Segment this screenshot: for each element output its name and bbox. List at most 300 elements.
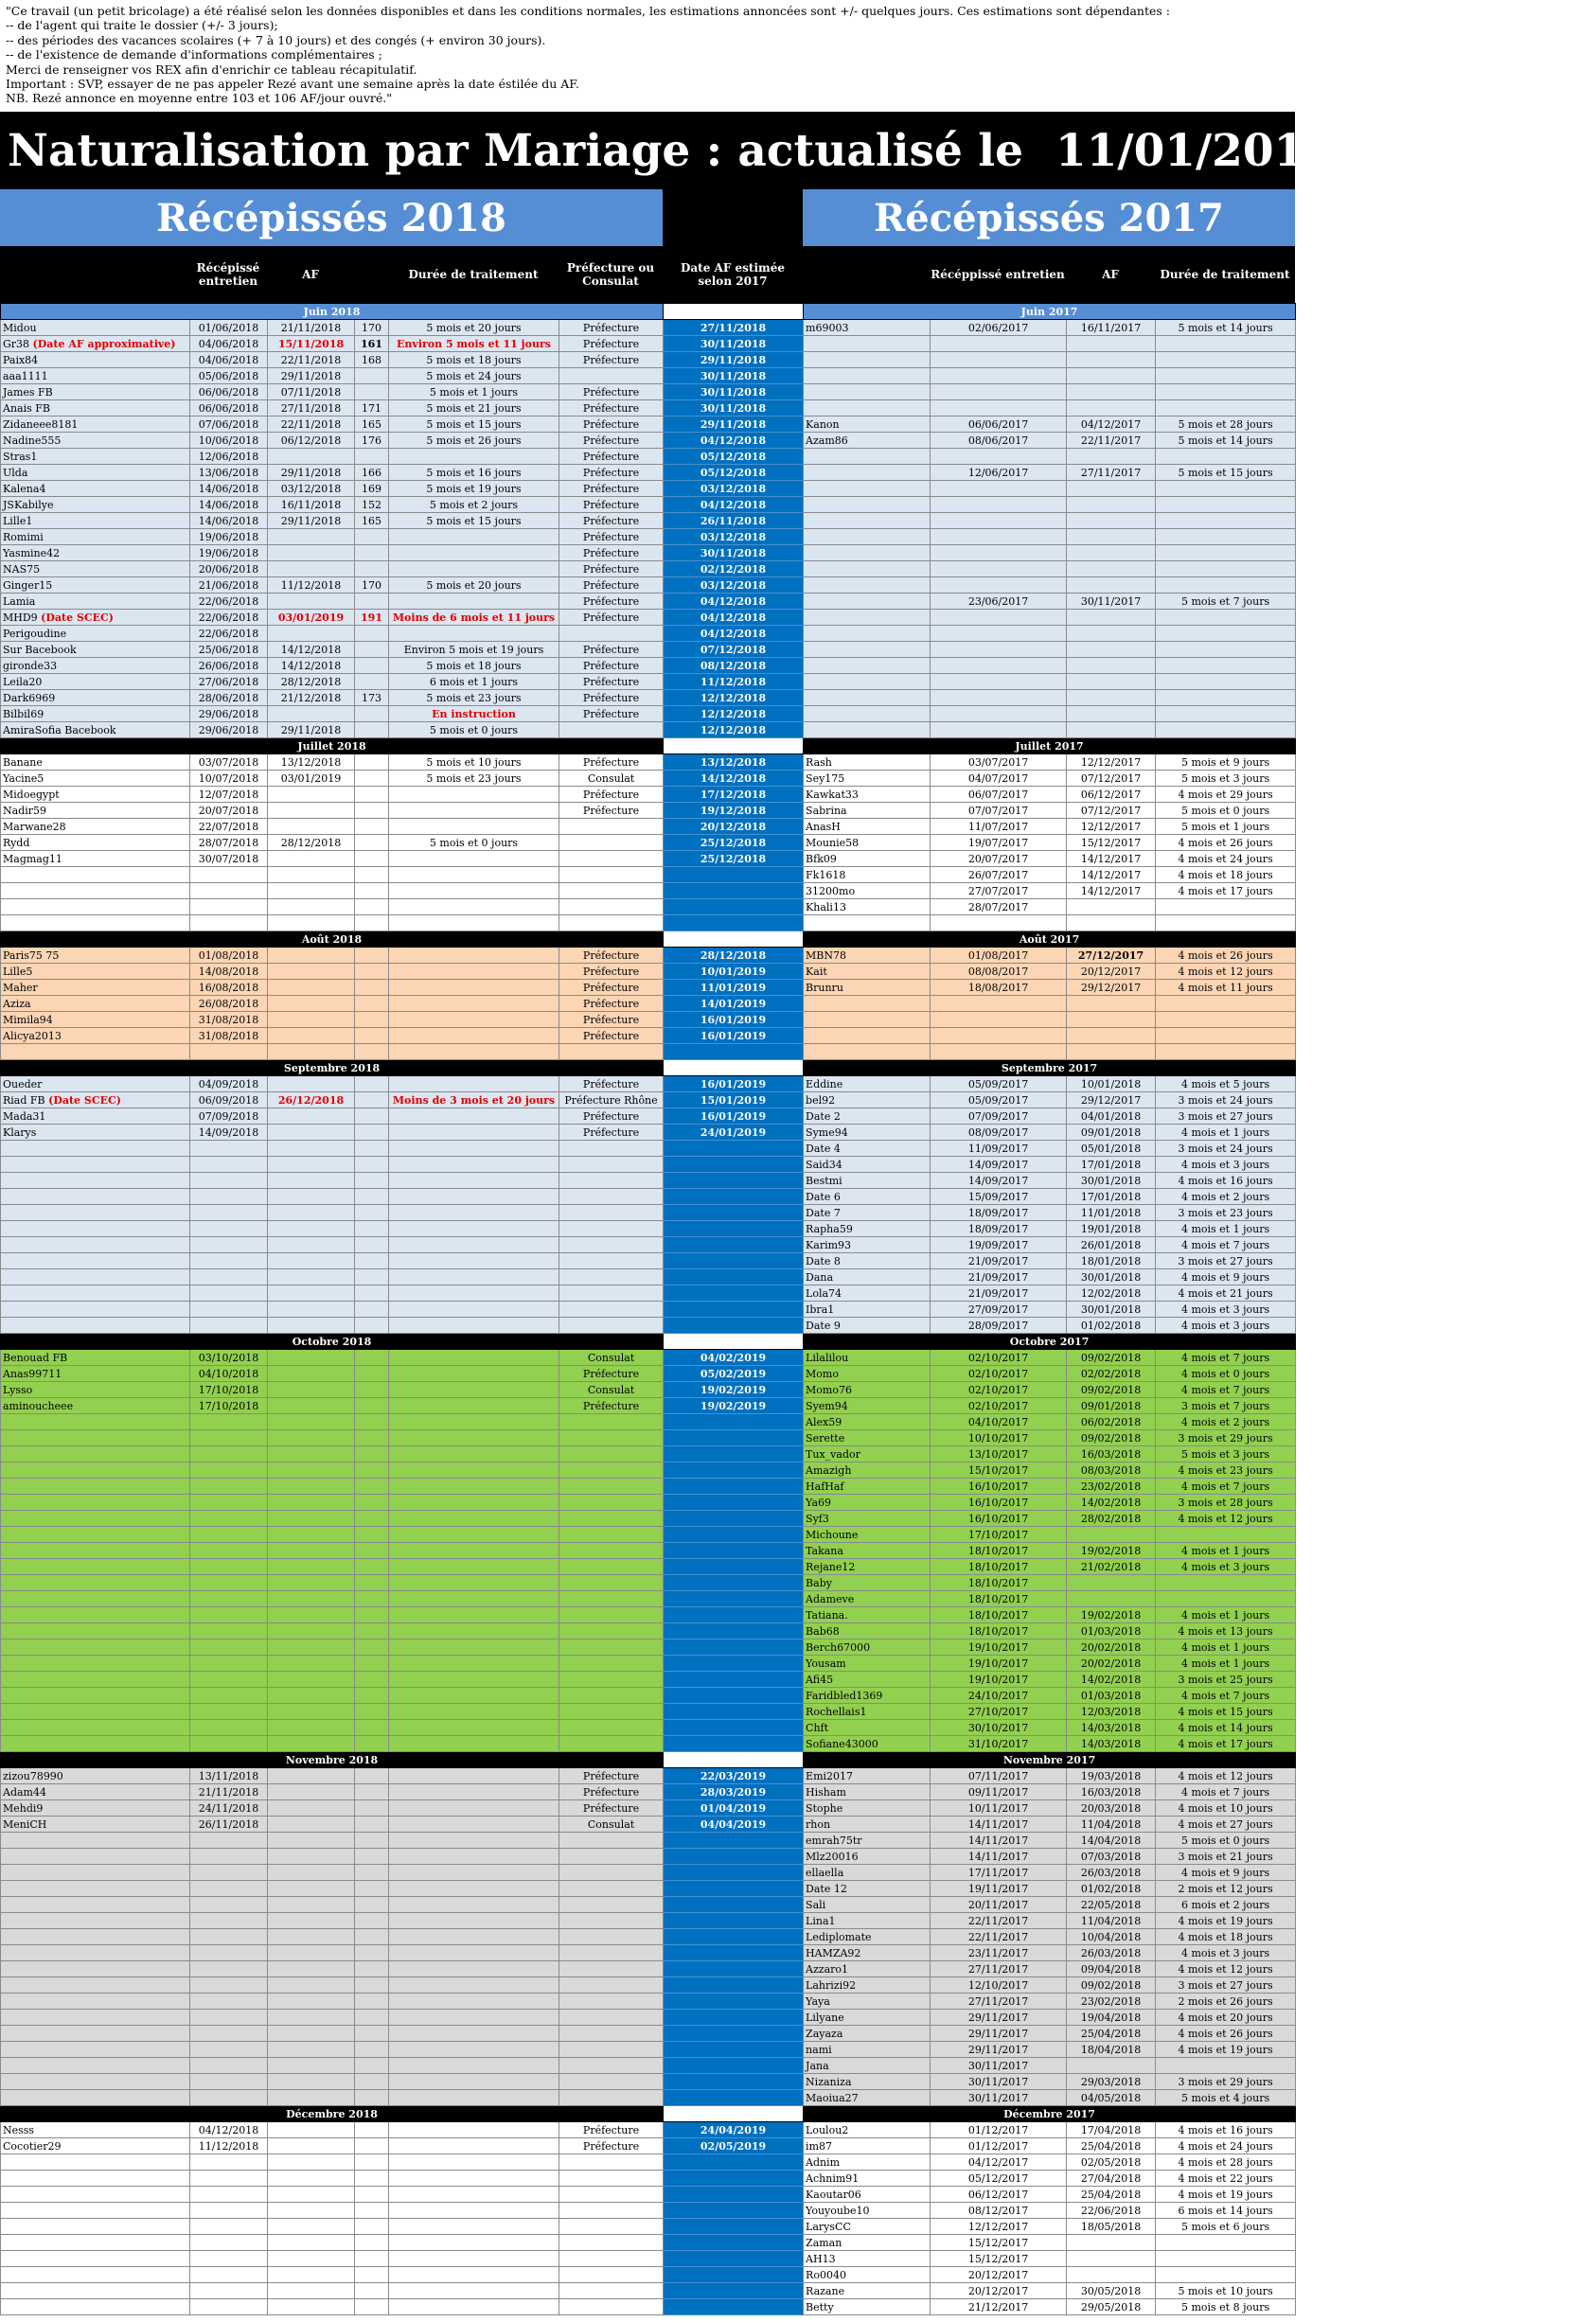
table-cell: [268, 1929, 355, 1945]
table-cell: [268, 2171, 355, 2187]
table-cell: 12/07/2018: [190, 787, 268, 803]
table-row: [1, 2058, 1296, 2074]
table-cell: [268, 1430, 355, 1446]
table-row: [1, 465, 1296, 481]
table-cell: [389, 1704, 559, 1720]
table-cell: [389, 1961, 559, 1977]
table-cell: [190, 2299, 268, 2315]
table-cell: [190, 1157, 268, 1173]
table-cell: [355, 2090, 389, 2106]
table-cell: [268, 1720, 355, 1736]
table-cell: [1156, 610, 1296, 626]
table-cell: 04/12/2017: [931, 2154, 1067, 2171]
table-cell: Lamia: [1, 594, 190, 610]
table-cell: Zidaneee8181: [1, 417, 190, 433]
table-row: [1, 2203, 1296, 2219]
table-cell: [268, 1865, 355, 1881]
table-cell: Bab68: [804, 1623, 931, 1640]
table-cell: [559, 2090, 664, 2106]
table-cell: 5 mois et 20 jours: [389, 577, 559, 594]
table-cell: Benouad FB: [1, 1350, 190, 1366]
table-cell: 14/03/2018: [1067, 1736, 1156, 1752]
table-cell: 14/06/2018: [190, 481, 268, 497]
month-spacer: [664, 1752, 804, 1768]
table-cell: Takana: [804, 1543, 931, 1559]
month-label-2017: Septembre 2017: [804, 1060, 1296, 1076]
table-cell: Préfecture: [559, 1784, 664, 1800]
table-cell: [355, 883, 389, 899]
table-cell: Cocotier29: [1, 2138, 190, 2154]
month-spacer: [664, 738, 804, 754]
table-cell: 14/11/2017: [931, 1849, 1067, 1865]
table-cell: [559, 1591, 664, 1607]
month-label-2018: Décembre 2018: [1, 2106, 664, 2122]
table-cell: [355, 2235, 389, 2251]
table-cell: [268, 1366, 355, 1382]
table-cell: [1156, 545, 1296, 561]
table-row: [1, 513, 1296, 529]
table-cell: [268, 1913, 355, 1929]
table-cell: [1, 2026, 190, 2042]
table-cell: [1156, 529, 1296, 545]
table-cell: 25/04/2018: [1067, 2187, 1156, 2203]
table-row: [1, 1833, 1296, 1849]
table-cell: [268, 1784, 355, 1800]
table-cell: [389, 1318, 559, 1334]
table-cell: 20/03/2018: [1067, 1800, 1156, 1817]
table-row: [1, 2187, 1296, 2203]
table-cell: [664, 1511, 804, 1527]
table-cell: [190, 2074, 268, 2090]
table-row: [1, 1366, 1296, 1382]
table-row: [1, 497, 1296, 513]
table-row: [1, 1511, 1296, 1527]
table-cell: [664, 1543, 804, 1559]
table-cell: [664, 2042, 804, 2058]
table-row: [1, 771, 1296, 787]
table-cell: Préfecture: [559, 1800, 664, 1817]
table-cell: [389, 883, 559, 899]
table-cell: [355, 1656, 389, 1672]
table-row: [1, 2042, 1296, 2058]
table-cell: [190, 2058, 268, 2074]
table-cell: Date 7: [804, 1205, 931, 1221]
table-cell: [190, 1865, 268, 1881]
table-cell: Eddine: [804, 1076, 931, 1092]
table-cell: Préfecture: [559, 690, 664, 706]
table-cell: Préfecture: [559, 754, 664, 771]
table-cell: Préfecture: [559, 417, 664, 433]
table-cell: [389, 2283, 559, 2299]
table-cell: [559, 883, 664, 899]
col-recepisse-2017: Récéppissé entretien: [931, 268, 1065, 281]
table-cell: 19/06/2018: [190, 529, 268, 545]
table-cell: 07/11/2018: [268, 384, 355, 400]
table-cell: [1, 2283, 190, 2299]
table-cell: 4 mois et 28 jours: [1156, 2154, 1296, 2171]
table-cell: 6 mois et 1 jours: [389, 674, 559, 690]
table-cell: [1156, 915, 1296, 931]
table-cell: 30/01/2018: [1067, 1302, 1156, 1318]
table-cell: 10/04/2018: [1067, 1929, 1156, 1945]
table-cell: 12/12/2017: [1067, 819, 1156, 835]
table-cell: 22/06/2018: [190, 594, 268, 610]
table-cell: [190, 2042, 268, 2058]
month-label-2018: Juin 2018: [1, 304, 664, 320]
table-cell: 22/11/2017: [931, 1929, 1067, 1945]
table-cell: Lina1: [804, 1913, 931, 1929]
table-row: [1, 1398, 1296, 1414]
table-cell: [355, 1318, 389, 1334]
table-cell: [355, 819, 389, 835]
table-cell: [664, 1977, 804, 1994]
table-cell: [559, 1543, 664, 1559]
table-cell: [268, 2042, 355, 2058]
table-cell: zizou78990: [1, 1768, 190, 1784]
table-cell: 03/07/2017: [931, 754, 1067, 771]
table-cell: 152: [355, 497, 389, 513]
table-cell: 24/01/2019: [664, 1125, 804, 1141]
table-cell: [268, 2203, 355, 2219]
table-cell: 14/11/2017: [931, 1817, 1067, 1833]
table-cell: [190, 1462, 268, 1479]
table-cell: 08/12/2017: [931, 2203, 1067, 2219]
table-cell: Zayaza: [804, 2026, 931, 2042]
table-cell: 11/12/2018: [190, 2138, 268, 2154]
table-cell: [190, 915, 268, 931]
table-cell: 03/07/2018: [190, 754, 268, 771]
table-cell: [268, 1157, 355, 1173]
table-cell: 4 mois et 19 jours: [1156, 2042, 1296, 2058]
table-cell: [389, 1398, 559, 1414]
table-cell: [268, 1704, 355, 1720]
table-cell: 05/01/2018: [1067, 1141, 1156, 1157]
table-row: [1, 449, 1296, 465]
table-cell: [355, 1559, 389, 1575]
table-row: [1, 1640, 1296, 1656]
table-cell: 5 mois et 14 jours: [1156, 320, 1296, 336]
table-cell: 07/07/2017: [931, 803, 1067, 819]
table-cell: [559, 1640, 664, 1656]
table-cell: Préfecture: [559, 1398, 664, 1414]
table-cell: 4 mois et 12 jours: [1156, 1768, 1296, 1784]
table-cell: [389, 2090, 559, 2106]
table-cell: [1067, 1044, 1156, 1060]
table-row: [1, 1913, 1296, 1929]
table-cell: 4 mois et 9 jours: [1156, 1865, 1296, 1881]
table-cell: [1, 2219, 190, 2235]
table-cell: Préfecture: [559, 545, 664, 561]
table-cell: 03/01/2019: [268, 771, 355, 787]
table-cell: [1067, 1012, 1156, 1028]
table-cell: [559, 1446, 664, 1462]
table-cell: [1156, 899, 1296, 915]
table-cell: 12/10/2017: [931, 1977, 1067, 1994]
table-cell: [664, 1897, 804, 1913]
table-cell: [389, 1462, 559, 1479]
table-cell: [804, 449, 931, 465]
table-cell: [1156, 658, 1296, 674]
table-row: [1, 1495, 1296, 1511]
table-cell: 10/01/2018: [1067, 1076, 1156, 1092]
table-row: [1, 1253, 1296, 1269]
table-cell: 04/12/2018: [664, 610, 804, 626]
table-row: [1, 1688, 1296, 1704]
table-cell: [804, 513, 931, 529]
table-cell: 4 mois et 11 jours: [1156, 980, 1296, 996]
table-cell: 09/11/2017: [931, 1784, 1067, 1800]
table-cell: 13/12/2018: [268, 754, 355, 771]
table-cell: 4 mois et 26 jours: [1156, 2026, 1296, 2042]
table-cell: [190, 1977, 268, 1994]
month-label-2017: Novembre 2017: [804, 1752, 1296, 1768]
table-cell: 28/12/2018: [268, 835, 355, 851]
month-header: [1, 931, 1296, 948]
table-cell: [1067, 915, 1156, 931]
table-cell: Ya69: [804, 1495, 931, 1511]
table-cell: [804, 368, 931, 384]
table-cell: [389, 1656, 559, 1672]
table-cell: [664, 1704, 804, 1720]
table-row: [1, 529, 1296, 545]
table-cell: [190, 1656, 268, 1672]
table-cell: [268, 2010, 355, 2026]
table-cell: 19/10/2017: [931, 1640, 1067, 1656]
table-cell: [389, 1044, 559, 1060]
table-cell: emrah75tr: [804, 1833, 931, 1849]
table-cell: [355, 1623, 389, 1640]
table-cell: [389, 1269, 559, 1285]
table-cell: 5 mois et 6 jours: [1156, 2219, 1296, 2235]
month-spacer: [664, 304, 804, 320]
table-cell: [1, 1977, 190, 1994]
table-cell: [355, 1108, 389, 1125]
table-cell: [268, 1462, 355, 1479]
table-cell: [1, 1656, 190, 1672]
table-row: [1, 851, 1296, 867]
table-cell: Préfecture: [559, 449, 664, 465]
table-cell: [1067, 1591, 1156, 1607]
table-cell: [190, 1623, 268, 1640]
note-line: -- de l'agent qui traite le dossier (+/- 3 jours);: [6, 18, 278, 33]
table-cell: [355, 771, 389, 787]
month-header: [1, 1752, 1296, 1768]
table-cell: [355, 915, 389, 931]
table-cell: [268, 1205, 355, 1221]
table-cell: [1156, 368, 1296, 384]
table-cell: Ulda: [1, 465, 190, 481]
table-cell: [389, 1833, 559, 1849]
table-cell: 06/12/2017: [931, 2187, 1067, 2203]
table-cell: [1156, 449, 1296, 465]
table-cell: [389, 980, 559, 996]
table-cell: [1156, 996, 1296, 1012]
table-cell: [804, 915, 931, 931]
table-cell: [664, 1044, 804, 1060]
note-line: "Ce travail (un petit bricolage) a été réalisé selon les données disponibles et dans les conditions normales, les estimations annoncées sont +/- quelques jours. Ces estimations sont dépendantes :: [6, 4, 1170, 18]
table-row: [1, 626, 1296, 642]
table-cell: [804, 626, 931, 642]
table-cell: [389, 626, 559, 642]
table-cell: [559, 1672, 664, 1688]
table-cell: [355, 1141, 389, 1157]
table-cell: 3 mois et 24 jours: [1156, 1141, 1296, 1157]
table-cell: 11/09/2017: [931, 1141, 1067, 1157]
table-cell: Préfecture: [559, 561, 664, 577]
member-name: MHD9 (Date SCEC): [1, 610, 190, 626]
table-cell: 20/02/2018: [1067, 1656, 1156, 1672]
table-cell: [355, 1591, 389, 1607]
table-cell: 31/08/2018: [190, 1028, 268, 1044]
table-cell: [389, 594, 559, 610]
table-cell: Yacine5: [1, 771, 190, 787]
table-cell: 5 mois et 8 jours: [1156, 2299, 1296, 2315]
table-cell: 27/09/2017: [931, 1302, 1067, 1318]
table-cell: [190, 2219, 268, 2235]
table-cell: 26/12/2018: [268, 1092, 355, 1108]
table-cell: 27/06/2018: [190, 674, 268, 690]
table-cell: [664, 1881, 804, 1897]
table-row: [1, 1736, 1296, 1752]
table-cell: [389, 2058, 559, 2074]
table-cell: [559, 2299, 664, 2315]
table-cell: 18/10/2017: [931, 1591, 1067, 1607]
table-cell: Youyoube10: [804, 2203, 931, 2219]
table-cell: [1, 1237, 190, 1253]
table-cell: [268, 1607, 355, 1623]
table-cell: [389, 851, 559, 867]
table-cell: [664, 1430, 804, 1446]
table-row: [1, 690, 1296, 706]
table-cell: [190, 1945, 268, 1961]
month-spacer: [664, 2106, 804, 2122]
table-cell: [559, 1157, 664, 1173]
table-cell: [664, 2171, 804, 2187]
table-row: [1, 433, 1296, 449]
table-cell: [804, 996, 931, 1012]
table-cell: [1, 915, 190, 931]
table-cell: [1, 2058, 190, 2074]
table-cell: [389, 1350, 559, 1366]
table-cell: [268, 2219, 355, 2235]
table-cell: [355, 1221, 389, 1237]
table-cell: [355, 1076, 389, 1092]
table-cell: [559, 1462, 664, 1479]
table-cell: [190, 1929, 268, 1945]
table-cell: [931, 690, 1067, 706]
table-cell: [664, 1479, 804, 1495]
table-cell: 3 mois et 7 jours: [1156, 1398, 1296, 1414]
table-cell: [389, 899, 559, 915]
table-cell: [664, 1849, 804, 1865]
table-cell: 4 mois et 19 jours: [1156, 2187, 1296, 2203]
table-cell: [389, 787, 559, 803]
table-cell: [1067, 996, 1156, 1012]
table-cell: 30/11/2018: [664, 545, 804, 561]
table-cell: Mlz20016: [804, 1849, 931, 1865]
table-cell: [664, 1623, 804, 1640]
table-cell: [355, 561, 389, 577]
table-cell: [931, 642, 1067, 658]
table-cell: [1, 2154, 190, 2171]
table-cell: [355, 1511, 389, 1527]
table-cell: Brunru: [804, 980, 931, 996]
table-cell: [355, 899, 389, 915]
table-cell: [355, 996, 389, 1012]
table-cell: [190, 1736, 268, 1752]
table-cell: 20/12/2018: [664, 819, 804, 835]
table-cell: [1067, 658, 1156, 674]
table-cell: [355, 1269, 389, 1285]
table-cell: [1, 1559, 190, 1575]
table-cell: 26/11/2018: [190, 1817, 268, 1833]
table-cell: 09/02/2018: [1067, 1430, 1156, 1446]
table-cell: [268, 803, 355, 819]
table-cell: 28/07/2018: [190, 835, 268, 851]
table-cell: 04/06/2018: [190, 352, 268, 368]
table-cell: [1, 1961, 190, 1977]
table-cell: 20/07/2018: [190, 803, 268, 819]
table-cell: [559, 1237, 664, 1253]
table-cell: 30/11/2017: [931, 2058, 1067, 2074]
table-cell: [559, 2171, 664, 2187]
table-cell: Lysso: [1, 1382, 190, 1398]
table-cell: 165: [355, 513, 389, 529]
table-cell: 4 mois et 3 jours: [1156, 1302, 1296, 1318]
table-cell: [268, 1591, 355, 1607]
table-cell: 5 mois et 10 jours: [1156, 2283, 1296, 2299]
table-cell: [1, 1430, 190, 1446]
table-cell: 08/09/2017: [931, 1125, 1067, 1141]
table-cell: [1156, 497, 1296, 513]
month-spacer: [664, 1060, 804, 1076]
table-cell: Moins de 3 mois et 20 jours: [389, 1092, 559, 1108]
table-cell: [1, 1607, 190, 1623]
table-cell: [1, 1511, 190, 1527]
table-row: [1, 1961, 1296, 1977]
table-cell: Sey175: [804, 771, 931, 787]
table-cell: [1, 1173, 190, 1189]
table-cell: [559, 1559, 664, 1575]
table-cell: [804, 577, 931, 594]
table-cell: 28/07/2017: [931, 899, 1067, 915]
table-cell: [355, 658, 389, 674]
table-cell: [664, 2203, 804, 2219]
table-cell: 165: [355, 417, 389, 433]
table-cell: [804, 384, 931, 400]
table-cell: [931, 352, 1067, 368]
table-cell: 4 mois et 1 jours: [1156, 1543, 1296, 1559]
table-cell: [1, 1994, 190, 2010]
table-cell: [1156, 513, 1296, 529]
table-cell: [559, 1430, 664, 1446]
table-cell: [559, 1318, 664, 1334]
table-cell: [190, 2154, 268, 2171]
table-cell: [389, 1237, 559, 1253]
table-cell: 3 mois et 27 jours: [1156, 1108, 1296, 1125]
table-cell: [389, 1994, 559, 2010]
table-row: [1, 2267, 1296, 2283]
table-cell: [1, 2074, 190, 2090]
table-cell: [664, 1285, 804, 1302]
table-cell: [190, 1897, 268, 1913]
table-cell: 27/07/2017: [931, 883, 1067, 899]
table-cell: 16/11/2017: [1067, 320, 1156, 336]
table-cell: [389, 1414, 559, 1430]
table-cell: [1067, 352, 1156, 368]
table-cell: [268, 1221, 355, 1237]
table-cell: [1, 1285, 190, 1302]
